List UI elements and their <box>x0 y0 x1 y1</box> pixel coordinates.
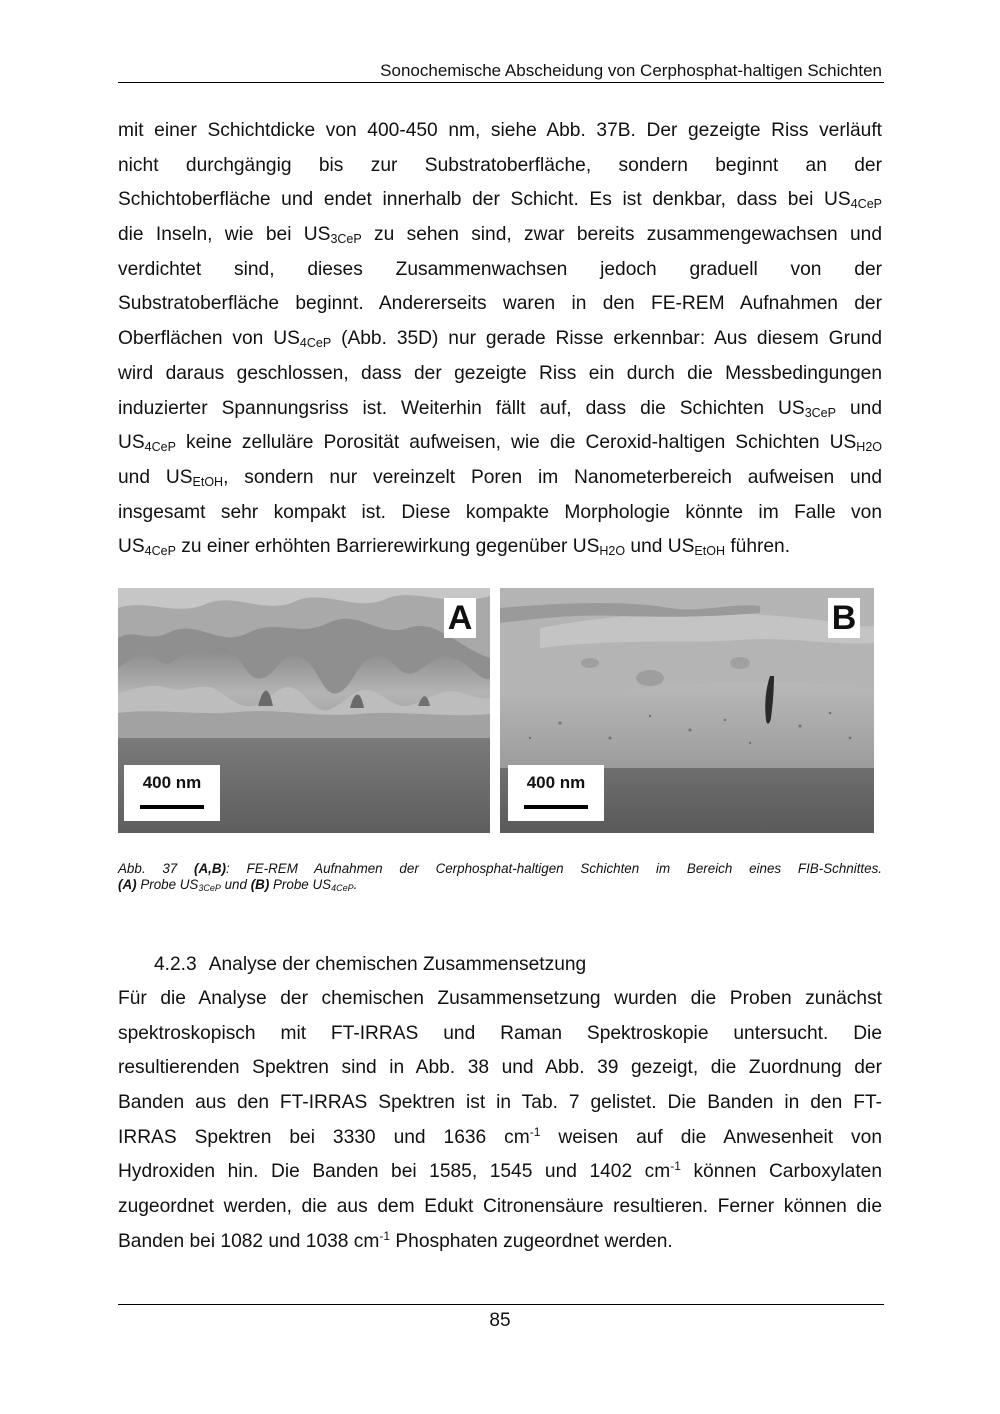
section-number: 4.2.3 <box>154 954 197 975</box>
paragraph-line: Oberflächen von $US_{4CeP}$ (Abb. 35D) nur gerade Risse erkennbar: Aus diesem Grund <box>118 328 882 351</box>
scale-bar-label: 400 nm <box>526 773 586 792</box>
paragraph-2 <box>118 982 882 1260</box>
section-heading <box>154 953 586 977</box>
panel-label-b: B <box>828 598 860 638</box>
paragraph-line: Für die Analyse der chemischen Zusammensetzung wurden die Proben zunächst <box>118 988 882 1009</box>
paragraph-line: spektroskopisch mit FT-IRRAS und Raman Spektroskopie untersucht. Die <box>118 1022 882 1044</box>
scale-bar-a <box>124 765 220 821</box>
paragraph-line: Schichtoberfläche und endet innerhalb der Schicht. Es ist denkbar, dass bei $US_{4CeP}$ <box>118 189 882 212</box>
caption-line: (A) Probe $US_{3CeP}$ und (B) Probe $US_{4CeP}$. <box>118 877 358 893</box>
page-number: 85 <box>489 1310 511 1331</box>
paragraph-line: verdichtet sind, dieses Zusammenwachsen jedoch graduell von der <box>118 258 882 280</box>
scale-bar-line <box>140 805 204 809</box>
scale-bar-b <box>508 765 604 821</box>
paragraph-line: zugeordnet werden, die aus dem Edukt Citronensäure resultieren. Ferner können die <box>118 1196 882 1218</box>
paragraph-line: $US_{4CeP}$ keine zelluläre Porosität aufweisen, wie die Ceroxid-haltigen Schichten $US_{H2O}$ <box>118 432 882 455</box>
paragraph-line: Banden aus den FT-IRRAS Spektren ist in Tab. 7 gelistet. Die Banden in den FT- <box>118 1092 882 1114</box>
paragraph-line: IRRAS Spektren bei 3330 und 1636 $cm^{-1}$ weisen auf die Anwesenheit von <box>118 1124 882 1148</box>
paragraph-line: Hydroxiden hin. Die Banden bei 1585, 1545 und 1402 $cm^{-1}$ können Carboxylaten <box>118 1159 882 1183</box>
scale-bar-line <box>524 805 588 809</box>
running-header: Sonochemische Abscheidung von Cerphosphat-haltigen Schichten <box>380 61 882 80</box>
paragraph-line: die Inseln, wie bei $US_{3CeP}$ zu sehen sind, zwar bereits zusammengewachsen und <box>118 224 882 247</box>
paragraph-line: $US_{4CeP}$ zu einer erhöhten Barrierewirkung gegenüber $US_{H2O}$ und $US_{EtOH}$ führen. <box>118 536 791 559</box>
paragraph-line: und $US_{EtOH}$, sondern nur vereinzelt Poren im Nanometerbereich aufweisen und <box>118 466 882 489</box>
sem-image-b <box>500 588 874 833</box>
sem-image-a <box>118 588 490 833</box>
paragraph-line: nicht durchgängig bis zur Substratoberfläche, sondern beginnt an der <box>118 154 882 176</box>
footer-rule <box>118 1304 884 1305</box>
section-title: Analyse der chemischen Zusammensetzung <box>208 954 587 975</box>
paragraph-line: Banden bei 1082 und 1038 $cm^{-1}$ Phosphaten zugeordnet werden. <box>118 1228 673 1252</box>
paragraph-line: resultierenden Spektren sind in Abb. 38 und Abb. 39 gezeigt, die Zuordnung der <box>118 1057 882 1079</box>
paragraph-line: mit einer Schichtdicke von 400-450 nm, siehe Abb. 37B. Der gezeigte Riss verläuft <box>118 120 882 141</box>
caption-line: Abb. 37 (A,B): FE-REM Aufnahmen der Cerphosphat-haltigen Schichten im Bereich eines FIB-Schnittes. <box>118 861 883 876</box>
paragraph-line: wird daraus geschlossen, dass der gezeigte Riss ein durch die Messbedingungen <box>118 362 882 384</box>
paragraph-line: insgesamt sehr kompakt ist. Diese kompakte Morphologie könnte im Falle von <box>118 501 882 523</box>
paragraph-line: induzierter Spannungsriss ist. Weiterhin fällt auf, dass die Schichten $US_{3CeP}$ und <box>118 397 882 420</box>
paragraph-1 <box>118 114 882 565</box>
paragraph-line: Substratoberfläche beginnt. Andererseits waren in den FE-REM Aufnahmen der <box>118 293 882 315</box>
sem-figure <box>118 588 874 833</box>
scale-bar-label: 400 nm <box>142 773 202 792</box>
panel-label-a: A <box>444 598 476 638</box>
figure-caption <box>118 861 882 893</box>
header-rule <box>118 82 884 83</box>
